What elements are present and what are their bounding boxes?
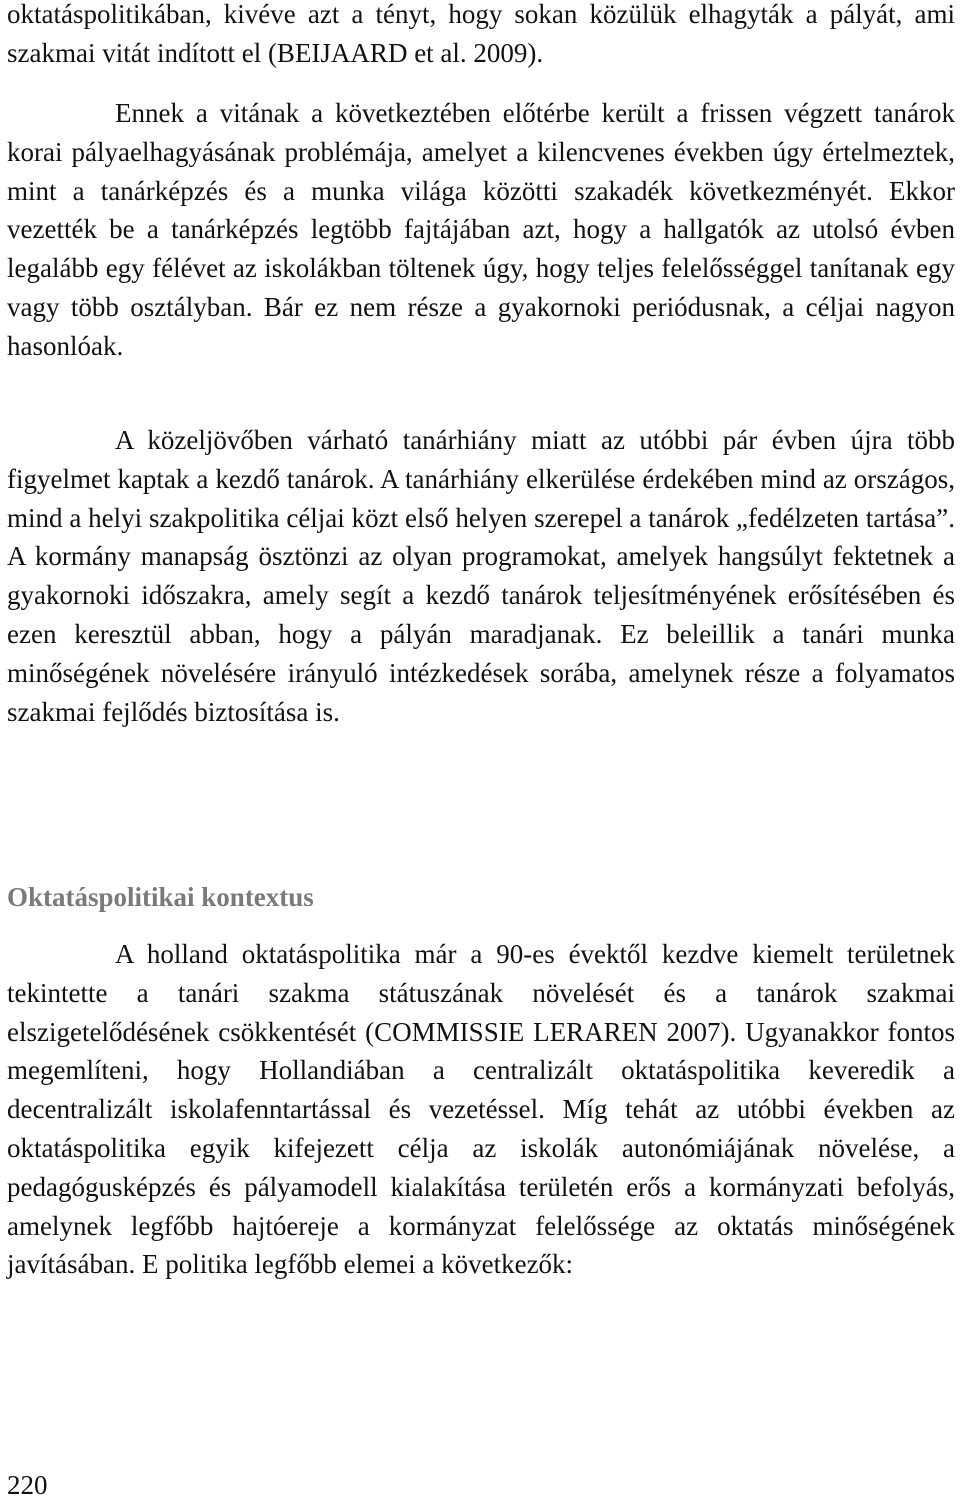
paragraph-continuation: oktatáspolitikában, kivéve azt a tényt, hogy sokan közülük elhagyták a pályát, ami szakmai vitát indított el (BEIJAARD et al. 2009). xyxy=(7,0,955,68)
paragraph-teacher-shortage: A közeljövőben várható tanárhiány miatt az utóbbi pár évben újra több figyelmet kaptak a kezdő tanárok. A tanárhiány elkerülése érdekében mind az országos, mind a helyi szakpolitika céljai közt első helyen szerepel a tanárok „fedélzeten tartása”. A kormány manapság ösztönzi az olyan programokat, amelyek hangsúlyt fektetnek a gyakornoki időszakra, amely segít a kezdő tanárok teljesítményének erősítésében és ezen keresztül abban, hogy a pályán maradjanak. Ez beleillik a tanári munka minőségének növelésére irányuló intézkedések sorába, amelynek része a folyamatos szakmai fejlődés biztosítása is. xyxy=(7,425,955,727)
paragraph-early-leaving: Ennek a vitának a következtében előtérbe került a frissen végzett tanárok korai pályaelhagyásának problémája, amelyet a kilencvenes években úgy értelmeztek, mint a tanárképzés és a munka világa közötti szakadék következményét. Ekkor vezették be a tanárképzés legtöbb fajtájában azt, hogy a hallgatók az utolsó évben legalább egy félévet az iskolákban töltenek úgy, hogy teljes felelősséggel tanítanak egy vagy több osztályban. Bár ez nem része a gyakornoki periódusnak, a céljai nagyon hasonlóak. xyxy=(7,98,955,361)
paragraph-policy-context: A holland oktatáspolitika már a 90-es évektől kezdve kiemelt területnek tekintette a tanári szakma státuszának növelését és a tanárok szakmai elszigetelődésének csökkentését (COMMISSIE LERAREN 2007). Ugyanakkor fontos megemlíteni, hogy Hollandiában a centralizált oktatáspolitika keveredik a decentralizált iskolafenntartással és vezetéssel. Míg tehát az utóbbi években az oktatáspolitika egyik kifejezett célja az iskolák autonómiájának növelése, a pedagógusképzés és pályamodell kialakítása területén erős a kormányzati befolyás, amelynek legfőbb hajtóereje a kormányzat felelőssége az oktatás minőségének javításában. E politika legfőbb elemei a következők: xyxy=(7,939,955,1280)
section-heading: Oktatáspolitikai kontextus xyxy=(7,882,314,912)
page-number: 220 xyxy=(7,1470,48,1500)
